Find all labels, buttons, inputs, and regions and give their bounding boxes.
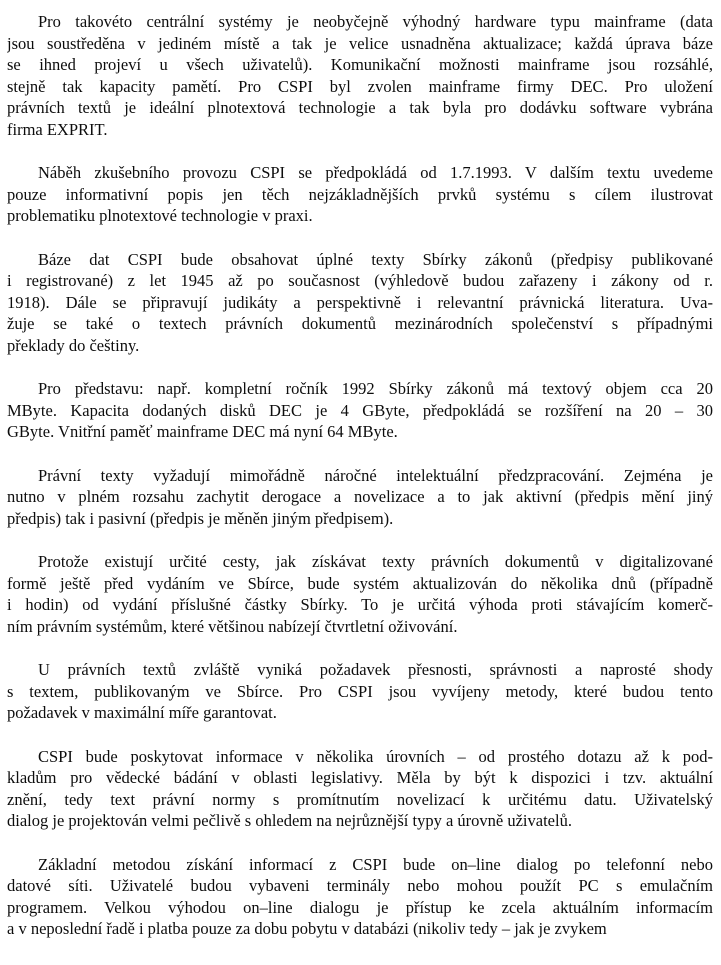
paragraph — [7, 659, 713, 724]
text-line: jsou soustředěna v jediném místě a tak je velice usnadněna aktualizace; každá úprava báze — [7, 33, 713, 53]
text-line: formě ještě před vydáním ve Sbírce, bude systém aktualizován do několika dnů (případně — [7, 573, 713, 593]
text-line: ním právním systémům, které většinou nabízejí čtvrtletní oživování. — [7, 616, 458, 636]
text-line: nutno v plném rozsahu zachytit derogace a novelizace a to jak aktivní (předpis mění jiný — [7, 487, 713, 506]
text-line: firma EXPRIT. — [7, 119, 108, 139]
text-line: se ihned projeví u všech uživatelů). Komunikační možnosti mainframe jsou rozsáhlé, — [7, 55, 713, 74]
text-line: U právních textů zvláště vyniká požadavek přesnosti, správnosti a naprosté shody — [38, 660, 713, 679]
text-line: předpis) tak i pasivní (předpis je měněn jiným předpisem). — [7, 508, 394, 528]
text-line: pouze informativní popis jen těch nejzákladnějších prvků systému s cílem ilustrovat — [7, 184, 713, 204]
text-line: a v neposlední řadě i platba pouze za dobu pobytu v databázi (nikoliv tedy – jak je zvykem — [7, 919, 607, 938]
text-line: problematiku plnotextové technologie v praxi. — [7, 206, 313, 225]
text-line: CSPI bude poskytovat informace v několika úrovních – od prostého dotazu až k pod- — [38, 746, 713, 766]
text-line: Protože existují určité cesty, jak získávat texty právních dokumentů v digitalizované — [38, 552, 713, 571]
text-line: Základní metodou získání informací z CSPI bude on–line dialog po telefonní nebo — [38, 854, 713, 874]
text-line: překlady do češtiny. — [7, 335, 140, 355]
text-line: i hodin) od vydání příslušné částky Sbírky. To je určitá výhoda proti stávajícím komerč- — [7, 595, 713, 614]
text-line: požadavek v maximální míře garantovat. — [7, 703, 277, 722]
paragraph — [7, 746, 713, 832]
text-line: Báze dat CSPI bude obsahovat úplné texty Sbírky zákonů (předpisy publikované — [38, 249, 713, 269]
text-line: 1918). Dále se připravují judikáty a perspektivně i relevantní právnická literatura. Uva- — [7, 292, 713, 312]
text-line: žuje se také o textech právních dokumentů mezinárodních společenství s případnými — [7, 314, 713, 333]
text-line: i registrované) z let 1945 až po současnost (výhledově budou zařazeny i zákony od r. — [7, 271, 713, 290]
paragraph — [7, 854, 713, 940]
paragraph — [7, 378, 713, 443]
text-line: Náběh zkušebního provozu CSPI se předpokládá od 1.7.1993. V dalším textu uvedeme — [38, 163, 713, 182]
text-line: Právní texty vyžadují mimořádně náročné intelektuální předzpracování. Zejména je — [38, 465, 713, 485]
text-line: programem. Velkou výhodou on–line dialogu je přístup ke zcela aktuálním informacím — [7, 897, 713, 917]
paragraph — [7, 465, 713, 530]
text-line: dialog je projektován velmi pečlivě s ohledem na nejrůznější typy a úrovně uživatelů. — [7, 811, 572, 830]
paragraph — [7, 11, 713, 140]
text-line: znění, tedy text právní normy s promítnutím novelizací k určitému datu. Uživatelský — [7, 789, 713, 809]
text-line: kladům pro vědecké bádání v oblasti legislativy. Měla by být k dispozici i tzv. aktuální — [7, 768, 713, 787]
text-line: Pro představu: např. kompletní ročník 1992 Sbírky zákonů má textový objem cca 20 — [38, 379, 713, 398]
paragraph — [7, 551, 713, 637]
text-line: Pro takovéto centrální systémy je neobyčejně výhodný hardware typu mainframe (data — [38, 12, 713, 31]
paragraph — [7, 249, 713, 357]
text-line: s textem, publikovaným ve Sbírce. Pro CSPI jsou vyvíjeny metody, které budou tento — [7, 681, 713, 701]
text-line: GByte. Vnitřní paměť mainframe DEC má nyní 64 MByte. — [7, 422, 398, 441]
text-line: stejně tak kapacity pamětí. Pro CSPI byl zvolen mainframe firmy DEC. Pro uložení — [7, 76, 713, 96]
paragraph — [7, 162, 713, 227]
text-line: právních textů je ideální plnotextová technologie a tak byla pro dodávku software vybrána — [7, 98, 713, 117]
text-line: MByte. Kapacita dodaných disků DEC je 4 GByte, předpokládá se rozšíření na 20 – 30 — [7, 400, 713, 420]
text-line: datové síti. Uživatelé budou vybaveni terminály nebo mohou použít PC s emulačním — [7, 876, 713, 895]
page-content — [7, 11, 713, 940]
